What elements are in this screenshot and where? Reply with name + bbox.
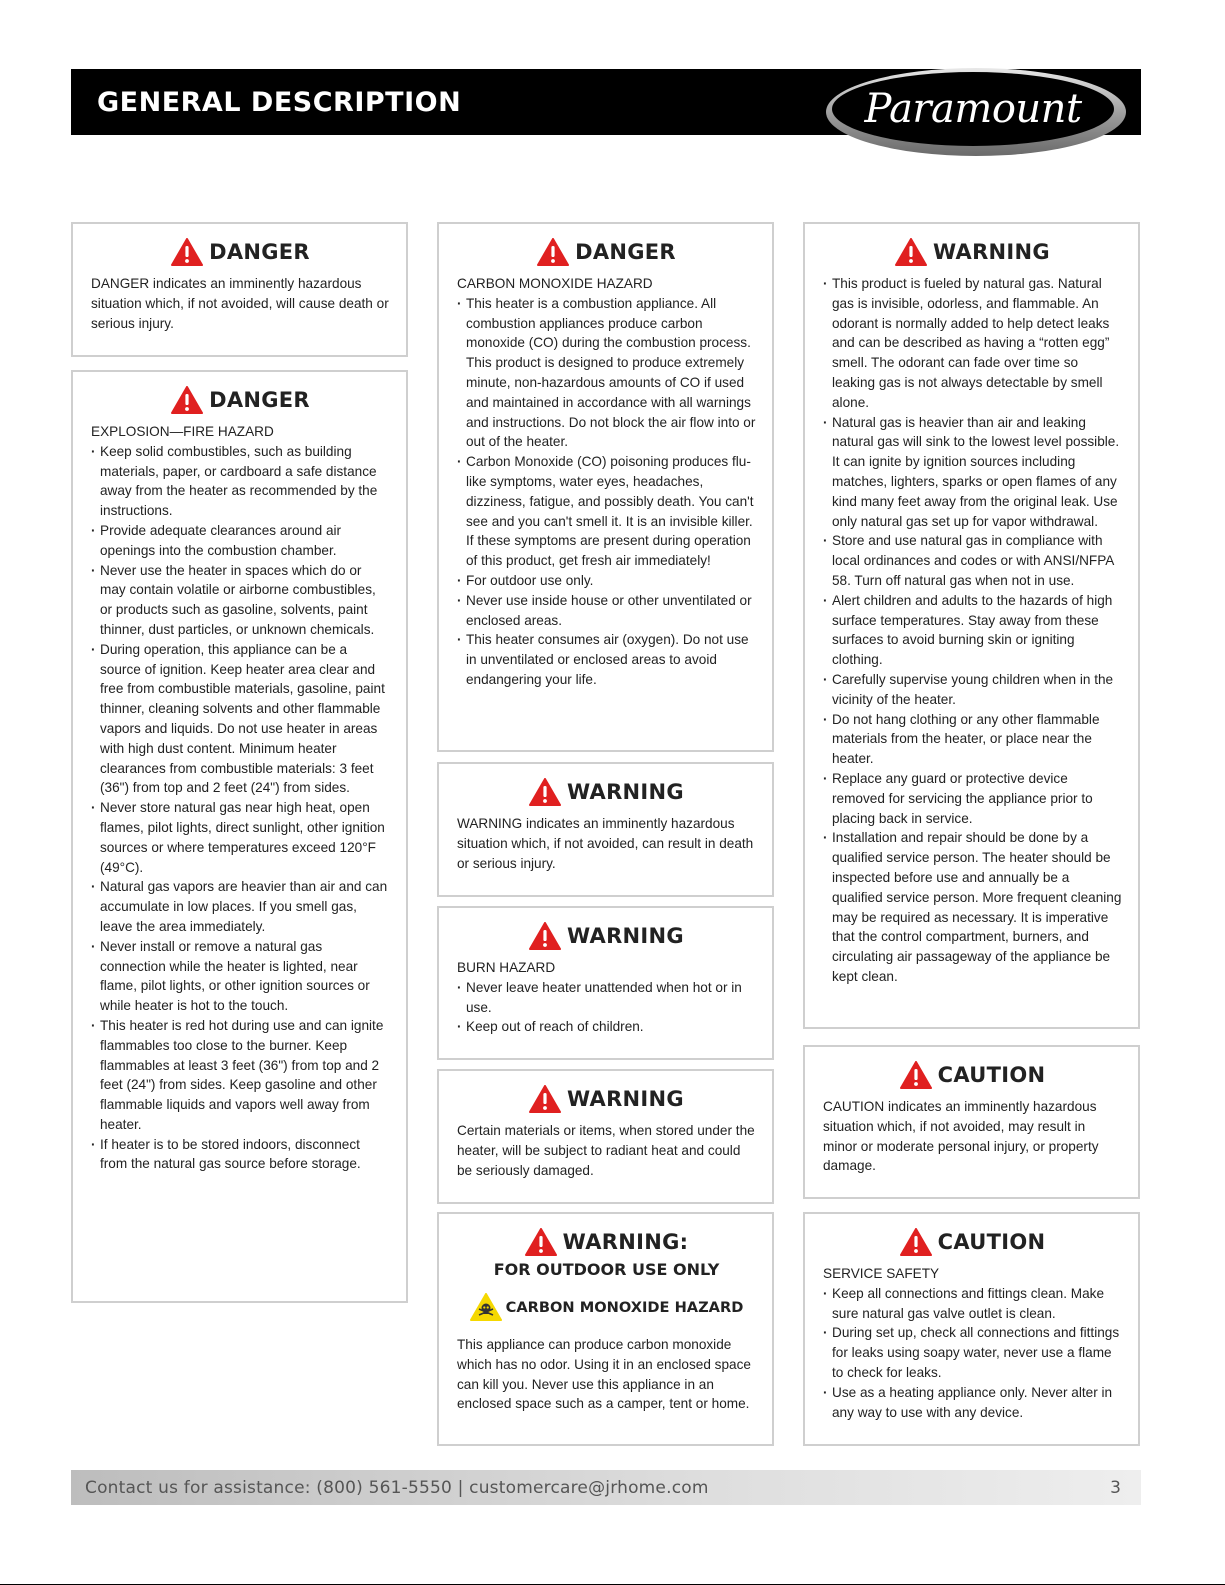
list-item: · This product is fueled by natural gas. Natural gas is invisible, odorless, and flammable. An odorant is normally added to help detect leaks and can be described as having a “rotten egg” smell. The odorant can fade over time so leaking gas is not always detectable by smell alone. <box>823 274 1122 413</box>
box-label: DANGER <box>209 388 310 412</box>
skull-triangle-icon <box>470 1293 502 1321</box>
list-item: · Replace any guard or protective device removed for servicing the appliance prior to placing back in service. <box>823 769 1122 828</box>
box-text: Certain materials or items, when stored under the heater, will be subject to radiant heat and could be seriously damaged. <box>457 1123 755 1178</box>
box-label: CAUTION <box>937 1063 1046 1087</box>
box-label: WARNING <box>567 780 684 804</box>
list-item: · Use as a heating appliance only. Never alter in any way to use with any device. <box>823 1383 1122 1423</box>
list-item: · This heater consumes air (oxygen). Do not use in unventilated or enclosed areas to avoid endangering your life. <box>457 630 756 689</box>
box-label: WARNING <box>567 1087 684 1111</box>
list-item: · This heater is a combustion appliance. All combustion appliances produce carbon monoxide (CO) during the combustion process. This product is designed to produce extremely minute, non-hazardous amounts of CO if used and maintained in accordance with all warnings and instructions. Do not block the air flow into or out of the heater. <box>457 294 756 452</box>
box-text: CAUTION indicates an imminently hazardous situation which, if not avoided, may result in minor or moderate personal injury, or property damage. <box>823 1099 1099 1174</box>
list-item: · Never leave heater unattended when hot or in use. <box>457 978 756 1018</box>
list-item: · During operation, this appliance can be a source of ignition. Keep heater area clear and free from combustible materials, gasoline, paint thinner, cleaning solvents and other flammable vapors and liquids. Do not use heater in areas with high dust content. Minimum heater clearances from combustible materials: 3 feet (36") from top and 2 feet (24") from sides. <box>91 640 390 798</box>
bullet-list <box>457 294 756 690</box>
list-item: · Alert children and adults to the hazards of high surface temperatures. Stay away from these surfaces to avoid burning skin or igniting clothing. <box>823 591 1122 670</box>
list-item: · Keep all connections and fittings clean. Make sure natural gas valve outlet is clean. <box>823 1284 1122 1324</box>
danger-co-box <box>437 222 774 752</box>
list-item: · Keep solid combustibles, such as building materials, paper, or cardboard a safe distance away from the heater as recommended by the instructions. <box>91 442 390 521</box>
caution-definition-box <box>803 1045 1140 1199</box>
page-number: 3 <box>1110 1478 1121 1498</box>
box-label: DANGER <box>209 240 310 264</box>
list-item: · This heater is red hot during use and can ignite flammables too close to the burner. Keep flammables at least 3 feet (36") from top and 2 feet (24") from sides. Keep gasoline and other flammable liquids and vapors well away from heater. <box>91 1016 390 1135</box>
list-item: · Store and use natural gas in compliance with local ordinances and codes or with ANSI/NFPA 58. Turn off natural gas when not in use. <box>823 531 1122 590</box>
warning-triangle-icon <box>900 1228 932 1256</box>
warning-triangle-icon <box>529 922 561 950</box>
warning-triangle-icon <box>171 238 203 266</box>
box-heading <box>823 1228 1122 1256</box>
bullet-list <box>823 1284 1122 1423</box>
bullet-list <box>457 978 756 1037</box>
list-item: · Carbon Monoxide (CO) poisoning produces flu-like symptoms, water eyes, headaches, dizziness, fatigue, and possibly death. You can't see and you can't smell it. It is an invisible killer. If these symptoms are present during operation of this product, get fresh air immediately! <box>457 452 756 571</box>
paramount-logo <box>826 68 1126 156</box>
list-item: · Never install or remove a natural gas connection while the heater is lighted, near flame, pilot lights, or other ignition sources or while heater is hot to the touch. <box>91 937 390 1016</box>
warning-outdoor-box <box>437 1212 774 1446</box>
warning-triangle-icon <box>529 778 561 806</box>
warning-triangle-icon <box>900 1061 932 1089</box>
box-label: WARNING: <box>562 1230 689 1254</box>
list-item: · Never store natural gas near high heat, open flames, pilot lights, direct sunlight, other ignition sources or where temperatures exceed 120°F (49°C). <box>91 798 390 877</box>
page-title: GENERAL DESCRIPTION <box>97 87 462 118</box>
box-subtitle: SERVICE SAFETY <box>823 1266 940 1281</box>
co-hazard-label: CARBON MONOXIDE HAZARD <box>505 1298 744 1316</box>
list-item: · Provide adequate clearances around air openings into the combustion chamber. <box>91 521 390 561</box>
list-item: · Carefully supervise young children when in the vicinity of the heater. <box>823 670 1122 710</box>
warning-burn-box <box>437 906 774 1060</box>
box-heading <box>457 1228 756 1256</box>
box-heading <box>823 1061 1122 1089</box>
box-text: This appliance can produce carbon monoxide which has no odor. Using it in an enclosed space can kill you. Never use this appliance in an enclosed space such as a camper, tent or home. <box>457 1337 751 1412</box>
bullet-list <box>823 274 1122 987</box>
warning-triangle-icon <box>537 238 569 266</box>
box-label: WARNING <box>933 240 1050 264</box>
logo-oval <box>832 72 1114 146</box>
box-subtitle: CARBON MONOXIDE HAZARD <box>457 276 653 291</box>
warning-definition-box <box>437 762 774 897</box>
caution-service-box <box>803 1212 1140 1446</box>
list-item: · Do not hang clothing or any other flammable materials from the heater, or place near the heater. <box>823 710 1122 769</box>
list-item: · Installation and repair should be done by a qualified service person. The heater should be inspected before use and annually be a qualified service person. More frequent cleaning may be required as necessary. It is imperative that the control compartment, burners, and circulating air passageway of the appliance be kept clean. <box>823 828 1122 986</box>
box-label: DANGER <box>575 240 676 264</box>
box-heading <box>91 386 390 414</box>
outdoor-use-notice: FOR OUTDOOR USE ONLY <box>493 1260 720 1279</box>
list-item: · For outdoor use only. <box>457 571 756 591</box>
box-heading <box>91 238 390 266</box>
co-hazard-heading <box>457 1293 756 1321</box>
logo-text: Paramount <box>864 86 1082 132</box>
box-heading <box>457 1085 756 1113</box>
warning-gas-box <box>803 222 1140 1029</box>
box-text: DANGER indicates an imminently hazardous situation which, if not avoided, will cause death or serious injury. <box>91 276 389 331</box>
box-subtitle: EXPLOSION—FIRE HAZARD <box>91 424 274 439</box>
warning-materials-box <box>437 1069 774 1204</box>
footer-bar <box>71 1470 1141 1505</box>
warning-triangle-icon <box>171 386 203 414</box>
warning-triangle-icon <box>529 1085 561 1113</box>
box-text: WARNING indicates an imminently hazardous situation which, if not avoided, can result in death or serious injury. <box>457 816 754 871</box>
box-heading <box>457 238 756 266</box>
box-heading <box>457 778 756 806</box>
box-heading <box>823 238 1122 266</box>
bullet-list <box>91 442 390 1174</box>
list-item: · If heater is to be stored indoors, disconnect from the natural gas source before storage. <box>91 1135 390 1175</box>
warning-triangle-icon <box>895 238 927 266</box>
list-item: · Natural gas is heavier than air and leaking natural gas will sink to the lowest level possible. It can ignite by ignition sources including matches, lighters, sparks or open flames of any kind many feet away from the original leak. Use only natural gas set up for vapor withdrawal. <box>823 413 1122 532</box>
contact-info: Contact us for assistance: (800) 561-5550 | customercare@jrhome.com <box>85 1478 709 1498</box>
list-item: · Keep out of reach of children. <box>457 1017 756 1037</box>
list-item: · Natural gas vapors are heavier than air and can accumulate in low places. If you smell gas, leave the area immediately. <box>91 877 390 936</box>
warning-triangle-icon <box>525 1228 557 1256</box>
list-item: · During set up, check all connections and fittings for leaks using soapy water, never use a flame to check for leaks. <box>823 1323 1122 1382</box>
danger-fire-box <box>71 370 408 1303</box>
box-label: WARNING <box>567 924 684 948</box>
box-subtitle: BURN HAZARD <box>457 960 556 975</box>
danger-definition-box <box>71 222 408 357</box>
box-label: CAUTION <box>937 1230 1046 1254</box>
box-heading <box>457 922 756 950</box>
list-item: · Never use the heater in spaces which do or may contain volatile or airborne combustibles, or products such as gasoline, solvents, paint thinner, dust particles, or unknown chemicals. <box>91 561 390 640</box>
list-item: · Never use inside house or other unventilated or enclosed areas. <box>457 591 756 631</box>
